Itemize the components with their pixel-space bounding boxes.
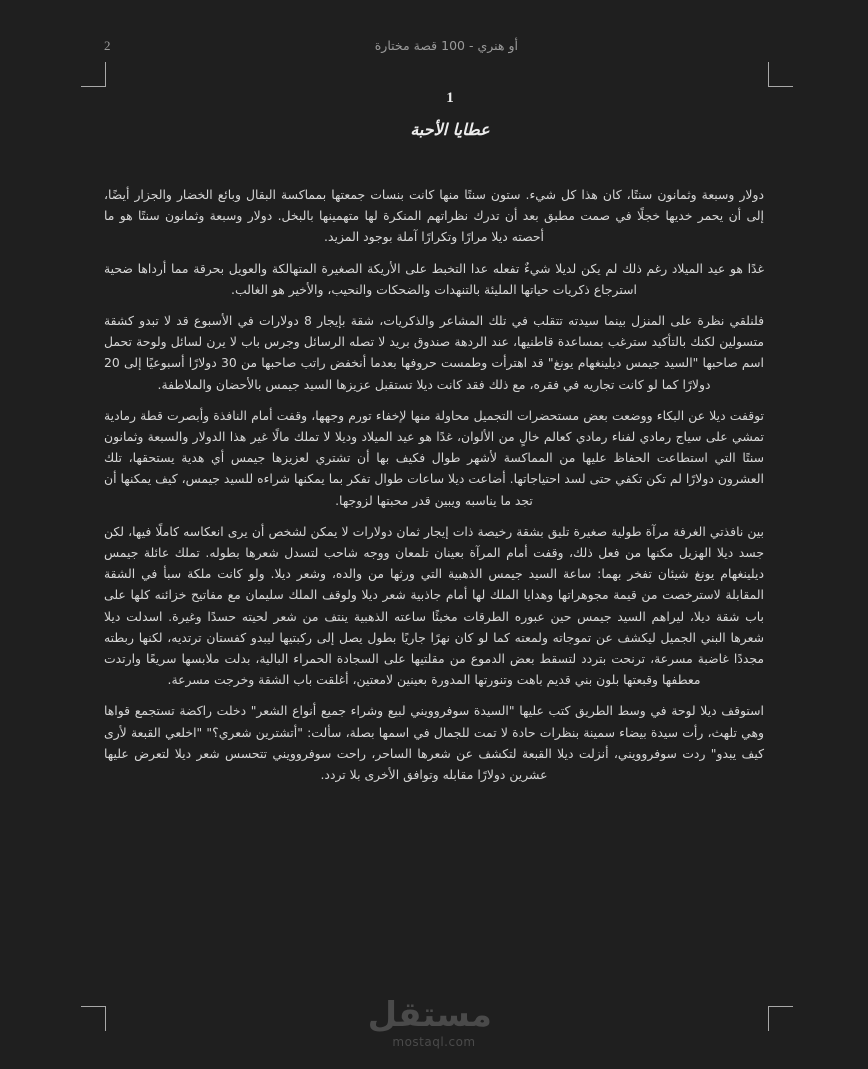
paragraph: فلنلقي نظرة على المنزل بينما سيدته تتقلب في تلك المشاعر والذكريات، شقة بإيجار 8 دولارات في الأسبوع قد لا تبدو كشقة متسولين لكنك بالتأكيد سترغب بمساعدة قاطنيها، عند الردهة صندوق بريد لا تصله الرسائل وجرس باب لا يرن لسائل ولوحة تحمل اسم صاحبها "السيد جيمس ديلينغهام يونغ" قد اهترأت وطمست حروفها بعدما أنخفض راتب صاحبها من 30 دولارًا أسبوعيًا إلى 20 دولارًا كما لو كانت تجاريه في فقره، مع ذلك فقد كانت ديلا تستقبل عزيزها السيد جيمس بالأحضان والملاطفة. [104, 313, 764, 392]
paragraph: دولار وسبعة وثمانون سنتًا، كان هذا كل شيء. ستون سنتًا منها كانت بنسات جمعتها بمماكسة البقال وبائع الخضار والجزار أيضًا، إلى أن يحمر خديها خجلًا في صمت مطبق بعد أن تدرك نظراتهم المنكرة لها متهمينها بالبخل. دولار وسبعة وثمانون سنتًا هو ما أحصته ديلا مرارًا وتكرارًا آملة بوجود المزيد. [104, 187, 764, 245]
watermark-domain: mostaql.com [392, 1035, 476, 1049]
story-body [104, 184, 764, 795]
crop-mark-top-left [81, 62, 106, 87]
paragraph: غدًا هو عيد الميلاد رغم ذلك لم يكن لديلا شيءٌ تفعله عدا التخبط على الأريكة الصغيرة المتهالكة والعويل بحرقة مما أرداها ضحية استرجاع ذكريات حياتها المليئة بالتنهدات والضحكات والنحيب، والأخير هو الغالب. [104, 260, 764, 297]
crop-mark-bottom-left [81, 1006, 106, 1031]
chapter-title: عطايا الأحبة [410, 120, 490, 139]
header-page-number: 2 [104, 38, 111, 53]
paragraph: استوقف ديلا لوحة في وسط الطريق كتب عليها "السيدة سوفروويني لبيع وشراء جميع أنواع الشعر" دخلت راكضة تستجمع قواها وهي تلهث، رأت سيدة بيضاء سمينة بنظرات حادة لا تمت للجمال في اسمها بصلة، سألت: "أتشترين شعري؟" "اخلعي القبعة لأرى كيف يبدو" ردت سوفروويني، أنزلت ديلا القبعة لتكشف عن شعرها الساحر، راحت سوفروويني تتحسس شعر ديلا لتعرض عليها عشرين دولارًا مقابله وتوافق الأخرى بلا تردد. [104, 703, 764, 783]
paragraph: توقفت ديلا عن البكاء ووضعت بعض مستحضرات التجميل محاولة منها لإخفاء تورم وجهها، وقفت أمام النافذة وأبصرت قطة رمادية تمشي على سياج رمادي لفناء رمادي كعالم خالٍ من الألوان، غدًا هو عيد الميلاد وديلا لا تملك مالًا غير هذا الدولار والسبعة وثمانون سنتًا التي استطاعت الحفاظ عليها من المماكسة لأشهر طوال فكيف بها أن تشتري لعزيزها جيمس أي هدية يستحقها، تلك العشرون دولارًا لم تكن تكفي حتى لسد احتياجاتها. أضاعت ديلا ساعات طوال تفكر بما يمكنها شراءه للسيد جيمس، كيف يمكنها أن تجد ما يناسبه ويبين قدر محبتها لزوجها. [104, 407, 764, 508]
header-running-title: أو هنري - 100 قصة مختارة [374, 38, 518, 53]
mostaql-watermark-logo [367, 995, 492, 1059]
watermark-word: مستقل [367, 995, 492, 1035]
paragraph: بين نافذتي الغرفة مرآة طولية صغيرة تليق بشقة رخيصة ذات إيجار ثمان دولارات لا يمكن لشخص أن يرى انعكاسه كاملًا فيها، لكن جسد ديلا الهزيل مكنها من فعل ذلك، وقفت أمام المرآة بعينان تلمعان ووجه شاحب لتسدل شعرها بطوله. تملك عائلة جيمس ديلينغهام يونغ شيئان تفخر بهما: ساعة السيد جيمس الذهبية التي ورثها من والده، وشعر ديلا. ولو كانت ملكة سبأ في الشقة المقابلة لاسترخصت من قيمة مجوهراتها وهدايا الملك لها أمام جاذبية شعر ديلا ولوقف الملك سليمان مع مفاتيح خزائنه كلها على باب شقة ديلا، ليراهم السيد جيمس حين عبوره الطرقات مخبئًا ساعته الذهبية ينتف من شعر لحيته حسدًا وغيرة. اسدلت ديلا شعرها البني الجميل ليكشف عن تموجاته ولمعته كما لو كان نهرًا جاريًا بطول يصل إلى ركبتيها ليبدو كفستان ترتديه، لكنها ربطته مجددًا غاضبة مسرعة، ترنحت بتردد لتسقط بعض الدموع من مقلتيها على السجادة الحمراء البالية، بدلت ملابسها سريعًا وارتدت معطفها وقبعتها بلون بني قديم باهت وتنورتها المدورة بعينين لامعتين، أغلقت باب الشقة وخرجت مسرعة. [104, 523, 764, 688]
crop-mark-top-right [768, 62, 793, 87]
crop-mark-bottom-right [768, 1006, 793, 1031]
chapter-number: 1 [446, 90, 454, 106]
